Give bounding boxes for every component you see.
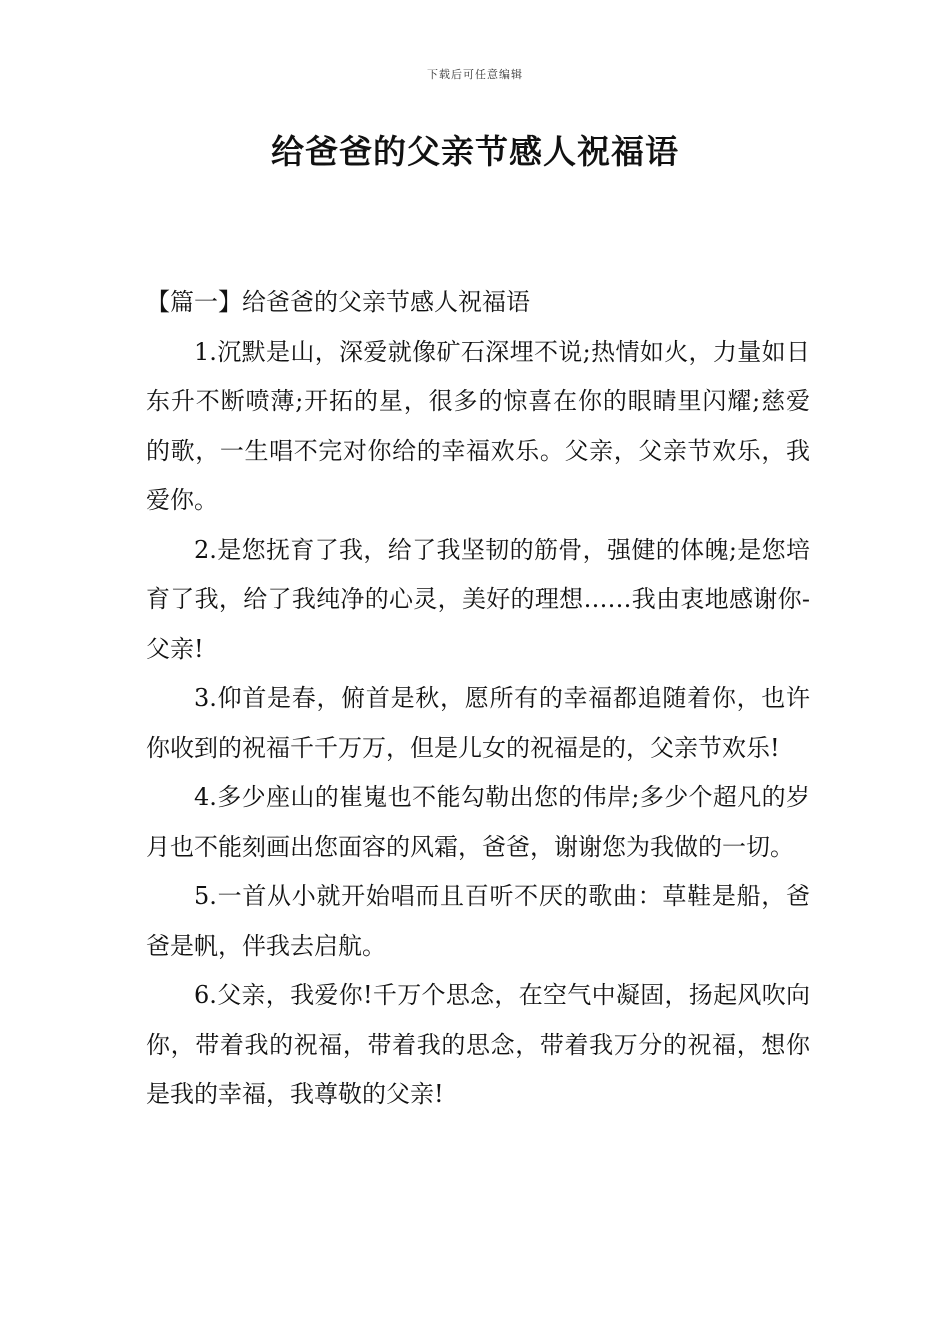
paragraph-5: 5.一首从小就开始唱而且百听不厌的歌曲：草鞋是船，爸爸是帆，伴我去启航。 bbox=[146, 882, 810, 960]
header-note: 下载后可任意编辑 bbox=[427, 68, 523, 81]
document-title: 给爸爸的父亲节感人祝福语 bbox=[271, 132, 679, 171]
paragraph-1: 1.沉默是山，深爱就像矿石深埋不说;热情如火，力量如日东升不断喷薄;开拓的星，很多的惊喜在你的眼睛里闪耀;慈爱的歌，一生唱不完对你给的幸福欢乐。父亲，父亲节欢乐，我爱你。 bbox=[146, 337, 810, 514]
paragraph-4: 4.多少座山的崔嵬也不能勾勒出您的伟岸;多少个超凡的岁月也不能刻画出您面容的风霜，爸爸，谢谢您为我做的一切。 bbox=[146, 783, 810, 861]
document-body bbox=[146, 278, 810, 1120]
section-heading: 【篇一】给爸爸的父亲节感人祝福语 bbox=[146, 288, 530, 316]
paragraph-3: 3.仰首是春，俯首是秋，愿所有的幸福都追随着你，也许你收到的祝福千千万万，但是儿女的祝福是的，父亲节欢乐! bbox=[146, 684, 810, 762]
paragraph-6: 6.父亲，我爱你!千万个思念，在空气中凝固，扬起风吹向你，带着我的祝福，带着我的思念，带着我万分的祝福，想你是我的幸福，我尊敬的父亲! bbox=[146, 981, 810, 1108]
paragraph-2: 2.是您抚育了我，给了我坚韧的筋骨，强健的体魄;是您培育了我，给了我纯净的心灵，美好的理想……我由衷地感谢你-父亲! bbox=[146, 535, 810, 663]
